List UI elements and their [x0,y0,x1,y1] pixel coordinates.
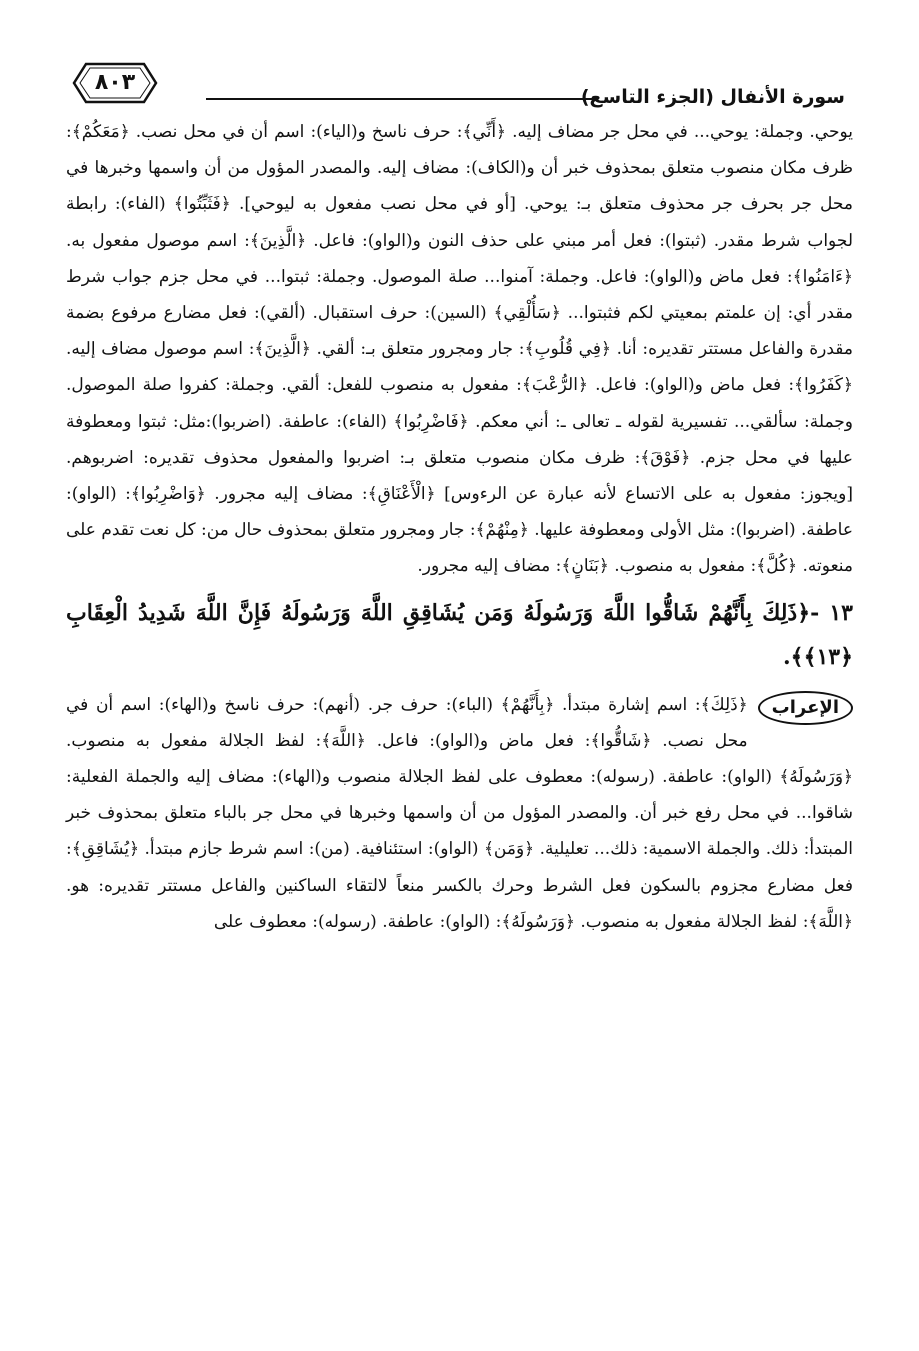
irab-section [66,687,853,940]
quran-verse: ١٣ -﴿ذَلِكَ بِأَنَّهُمْ شَاقُّوا اللَّهَ وَرَسُولَهُ وَمَن يُشَاقِقِ اللَّهَ وَرَسُولَهُ فَإِنَّ اللَّهَ شَدِيدُ الْعِقَابِ ﴿١٣﴾﴾. [66,599,853,670]
page-number: ٨٠٣ [94,70,136,95]
page-number-badge [72,60,158,106]
surah-title: سورة الأنفال (الجزء التاسع) [580,86,845,108]
irab-label: الإعراب [758,691,853,725]
paragraph-irab-2: ﴿ذَلِكَ﴾: اسم إشارة مبتدأ. ﴿بِأَنَّهُمْ﴾ (الباء): حرف جر. (أنهم): حرف ناسخ و(الهاء): اسم أن في محل نصب. ﴿شَاقُّوا﴾: فعل ماض و(الواو): فاعل. ﴿اللَّهَ﴾: لفظ الجلالة مفعول به منصوب. ﴿وَرَسُولَهُ﴾ (الواو): عاطفة. (رسوله): معطوف على لفظ الجلالة منصوب و(الهاء): مضاف إليه والجملة الفعلية: شاقوا... في محل رفع خبر أن. والمصدر المؤول من أن واسمها وخبرها في محل جر بالباء متعلق بمحذوف خبر المبتدأ: ذلك. والجملة الاسمية: ذلك... تعليلية. ﴿وَمَن﴾ (الواو): استئنافية. (من): اسم شرط جازم مبتدأ. ﴿يُشَاقِقِ﴾: فعل مضارع مجزوم بالسكون فعل الشرط وحرك بالكسر منعاً لالتقاء الساكنين والفاعل مستتر تقديره: هو. ﴿اللَّهَ﴾: لفظ الجلالة مفعول به منصوب. ﴿وَرَسُولَهُ﴾: (الواو): عاطفة. (رسوله): معطوف على [66,694,853,932]
paragraph-irab-1: يوحي. وجملة: يوحي... في محل جر مضاف إليه. ﴿أَنِّي﴾: حرف ناسخ و(الياء): اسم أن في محل نصب. ﴿مَعَكُمْ﴾: ظرف مكان منصوب متعلق بمحذوف خبر أن و(الكاف): مضاف إليه. والمصدر المؤول من أن واسمها وخبرها في محل جر بحرف جر محذوف متعلق بـ: يوحي. [أو في محل نصب مفعول به ليوحي]. ﴿فَثَبِّتُوا﴾ (الفاء): رابطة لجواب شرط مقدر. (ثبتوا): فعل أمر مبني على حذف النون و(الواو): فاعل. ﴿الَّذِينَ﴾: اسم موصول مفعول به. ﴿ءَامَنُوا﴾: فعل ماض و(الواو): فاعل. وجملة: آمنوا... صلة الموصول. وجملة: ثبتوا... في محل جزم جواب شرط مقدر أي: إن علمتم بمعيتي لكم فثبتوا... ﴿سَأُلْقِي﴾ (السين): حرف استقبال. (ألقي): فعل مضارع مرفوع بضمة مقدرة والفاعل مستتر تقديره: أنا. ﴿فِي قُلُوبِ﴾: جار ومجرور متعلق بـ: ألقي. ﴿الَّذِينَ﴾: اسم موصول مضاف إليه. ﴿كَفَرُوا﴾: فعل ماض و(الواو): فاعل. ﴿الرُّعْبَ﴾: مفعول به منصوب للفعل: ألقي. وجملة: كفروا صلة الموصول. وجملة: سألقي... تفسيرية لقوله ـ تعالى ـ: أني معكم. ﴿فَاضْرِبُوا﴾ (الفاء): عاطفة. (اضربوا):مثل: ثبتوا ومعطوفة عليها في محل جزم. ﴿فَوْقَ﴾: ظرف مكان منصوب متعلق بـ: اضربوا والمفعول محذوف تقديره: اضربوهم. [ويجوز: مفعول به على الاتساع لأنه عبارة عن الرءوس] ﴿الْأَعْنَاقِ﴾: مضاف إليه مجرور. ﴿وَاضْرِبُوا﴾: (الواو): عاطفة. (اضربوا): مثل الأولى ومعطوفة عليها. ﴿مِنْهُمْ﴾: جار ومجرور متعلق بمحذوف حال من: كل نعت تقدم على منعوته. ﴿كُلَّ﴾: مفعول به منصوب. ﴿بَنَانٍ﴾: مضاف إليه مجرور. [66,122,854,577]
header-rule [206,98,598,100]
page-header [66,58,853,114]
